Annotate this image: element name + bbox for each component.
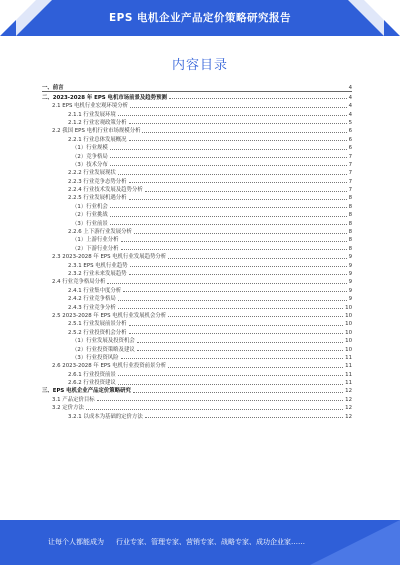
toc-entry[interactable] [42,160,352,168]
toc-entry[interactable] [42,109,352,117]
toc-entry-label: 2.2 我国 EPS 电机行业市场规模分析 [52,128,141,135]
toc-dot-leader [130,266,347,267]
toc-entry-label: （1）行业机会 [72,203,108,210]
toc-entry-page: 8 [348,245,352,252]
toc-entry-page: 9 [348,262,352,269]
toc-entry-page: 9 [348,270,352,277]
report-title: EPS 电机企业产品定价策略研究报告 [108,12,292,24]
toc-entry[interactable] [42,336,352,344]
toc-dot-leader [110,165,347,166]
toc-entry[interactable] [42,302,352,310]
footer-decoration [310,520,400,565]
footer-slogan-left: 让每个人都能成为 [48,538,104,546]
toc-dot-leader [134,233,347,234]
toc-entry[interactable] [42,311,352,319]
toc-entry-label: （2）下游行业分析 [72,245,119,252]
toc-dot-leader [169,98,347,99]
toc-dot-leader [118,308,343,309]
toc-dot-leader [97,400,344,401]
toc-entry-page: 10 [345,338,352,345]
toc-entry-label: 2.2.4 行业技术发展及趋势分析 [68,187,143,194]
report-header [0,0,400,36]
toc-entry-page: 8 [348,220,352,227]
toc-entry[interactable] [42,168,352,176]
toc-entry-label: 2.6.2 行业投资建议 [68,380,116,387]
toc-entry-page: 9 [348,287,352,294]
toc-entry-page: 7 [348,187,352,194]
toc-entry-label: （3）行业前景 [72,220,108,227]
toc-entry-page: 7 [348,161,352,168]
toc-entry[interactable] [42,353,352,361]
toc-entry-label: （1）上游行业分析 [72,237,119,244]
toc-dot-leader [129,333,344,334]
toc-dot-leader [129,140,347,141]
toc-entry-page: 9 [348,279,352,286]
toc-entry-label: 3.2 定价方法 [52,405,84,412]
toc-entry-label: （1）行业规模 [72,145,108,152]
toc-entry[interactable] [42,134,352,142]
toc-dot-leader [118,384,343,385]
toc-entry-page: 9 [348,296,352,303]
toc-dot-leader [110,157,347,158]
toc-dot-leader [133,392,343,393]
toc-entry[interactable] [42,176,352,184]
toc-entry-label: （2）竞争格局 [72,153,108,160]
toc-entry-label: （3）技术分布 [72,161,108,168]
toc-entry-page: 10 [345,329,352,336]
toc-entry[interactable] [42,185,352,193]
toc-entry-label: 2.2.6 上下游行业发展分析 [68,229,132,236]
toc-entry-label: 2.4.3 行业竞争分析 [68,304,116,311]
toc-entry-label: 一、前言 [42,85,64,92]
toc-dot-leader [86,409,343,410]
toc-entry-label: 二、2023-2028 年 EPS 电机市场前景及趋势预测 [42,94,167,101]
toc-entry[interactable] [42,235,352,243]
toc-dot-leader [142,132,346,133]
toc-dot-leader [121,358,344,359]
toc-entry-page: 8 [348,229,352,236]
toc-entry-page: 4 [348,94,352,101]
toc-entry-page: 7 [348,170,352,177]
toc-entry[interactable] [42,411,352,419]
toc-entry-label: 2.3.1 EPS 电机行业趋势 [68,262,128,269]
toc-entry-page: 10 [345,304,352,311]
toc-entry-label: 三、EPS 电机企业产品定价策略研究 [42,388,131,395]
toc-dot-leader [129,325,344,326]
toc-dot-leader [129,274,347,275]
toc-entry[interactable] [42,92,352,100]
toc-dot-leader [129,182,347,183]
toc-entry[interactable] [42,84,352,92]
toc-dot-leader [130,107,347,108]
toc-entry-page: 12 [345,413,352,420]
toc-dot-leader [129,123,347,124]
toc-entry-label: 2.6 2023-2028 年 EPS 电机行业投资前景分析 [52,363,167,370]
toc-entry[interactable] [42,193,352,201]
toc-entry-label: 2.5.2 行业投资机会分析 [68,329,127,336]
toc-entry[interactable] [42,285,352,293]
toc-heading: 内容目录 [171,58,228,73]
footer-slogan [48,537,305,547]
toc-entry[interactable] [42,277,352,285]
toc-entry[interactable] [42,126,352,134]
toc-dot-leader [118,300,347,301]
toc-entry-page: 6 [348,145,352,152]
toc-entry-page: 6 [348,136,352,143]
toc-entry-page: 8 [348,212,352,219]
toc-entry[interactable] [42,369,352,377]
toc-dot-leader [107,283,346,284]
toc-entry-label: 2.5 2023-2028 年 EPS 电机行业发展机会分析 [52,312,167,319]
toc-entry[interactable] [42,403,352,411]
toc-entry-label: 2.3 2023-2028 年 EPS 电机行业发展趋势分析 [52,254,167,261]
toc-entry-label: 2.3.2 行业未来发展趋势 [68,270,127,277]
toc-entry-page: 4 [348,85,352,92]
toc-entry-page: 5 [348,119,352,126]
toc-entry[interactable] [42,386,352,394]
toc-dot-leader [121,241,347,242]
toc-entry[interactable] [42,118,352,126]
toc-entry-label: （3）行业投资风险 [72,354,119,361]
toc-dot-leader [137,342,343,343]
toc-entry[interactable] [42,227,352,235]
toc-entry[interactable] [42,394,352,402]
toc-entry-label: 2.1.2 行业宏观政策分析 [68,119,127,126]
toc-entry-label: 2.1 EPS 电机行业宏观环境分析 [52,103,128,110]
toc-dot-leader [110,207,347,208]
toc-entry[interactable] [42,143,352,151]
toc-entry[interactable] [42,151,352,159]
toc-dot-leader [110,216,347,217]
toc-entry[interactable] [42,210,352,218]
toc-dot-leader [145,191,347,192]
toc-entry-page: 12 [345,405,352,412]
toc-entry-page: 8 [348,195,352,202]
toc-entry-label: 2.5.1 行业发展前景分析 [68,321,127,328]
toc-entry-page: 4 [348,111,352,118]
toc-entry-page: 12 [345,396,352,403]
toc-dot-leader [168,316,343,317]
toc-entry-label: 2.2.3 行业竞争态势分析 [68,178,127,185]
toc-entry-page: 8 [348,237,352,244]
toc-entry-page: 8 [348,203,352,210]
toc-dot-leader [168,367,343,368]
report-footer [0,520,400,565]
toc-entry-page: 7 [348,178,352,185]
toc-entry-page: 7 [348,153,352,160]
toc-dot-leader [118,115,347,116]
toc-entry-label: 2.4.1 行业集中度分析 [68,287,122,294]
toc-entry-page: 6 [348,128,352,135]
toc-entry[interactable] [42,243,352,251]
toc-entry-label: 2.2.2 行业发展现状 [68,170,116,177]
toc-entry-label: （2）行业挑战 [72,212,108,219]
toc-dot-leader [145,417,343,418]
toc-entry[interactable] [42,101,352,109]
toc-dot-leader [110,224,347,225]
table-of-contents [42,84,352,420]
toc-entry-label: 2.2.5 行业发展机遇分析 [68,195,127,202]
toc-entry-label: 2.6.1 行业投资前景 [68,371,116,378]
toc-entry[interactable] [42,201,352,209]
toc-entry-page: 9 [348,254,352,261]
toc-entry-page: 10 [345,312,352,319]
toc-dot-leader [129,199,347,200]
toc-dot-leader [123,291,346,292]
toc-entry[interactable] [42,252,352,260]
toc-entry-page: 11 [345,371,352,378]
toc-entry-label: 2.4 行业竞争格局分析 [52,279,106,286]
toc-dot-leader [121,249,347,250]
toc-dot-leader [168,258,346,259]
toc-dot-leader [137,350,343,351]
toc-entry-page: 12 [345,388,352,395]
footer-slogan-roles: 行业专家、管理专家、营销专家、战略专家、成功企业家…… [116,538,305,546]
toc-entry[interactable] [42,294,352,302]
toc-entry-label: 3.2.1 以成本为基础的定价方法 [68,413,143,420]
toc-entry-page: 11 [345,380,352,387]
toc-entry[interactable] [42,260,352,268]
toc-dot-leader [110,149,347,150]
toc-entry-label: 2.1.1 行业发展环境 [68,111,116,118]
toc-entry-page: 4 [348,103,352,110]
toc-entry-label: （2）行业投资策略及建议 [72,346,135,353]
toc-dot-leader [118,375,343,376]
toc-entry-page: 10 [345,346,352,353]
toc-entry-page: 11 [345,363,352,370]
toc-entry[interactable] [42,327,352,335]
toc-entry[interactable] [42,218,352,226]
toc-dot-leader [118,174,347,175]
toc-entry-label: 2.2.1 行业总体发展概况 [68,136,127,143]
toc-entry[interactable] [42,319,352,327]
toc-entry-page: 11 [345,354,352,361]
toc-entry[interactable] [42,269,352,277]
toc-entry-label: 2.4.2 行业竞争格局 [68,296,116,303]
toc-entry[interactable] [42,344,352,352]
toc-entry-label: 3.1 产品定价目标 [52,396,95,403]
toc-entry-page: 10 [345,321,352,328]
toc-entry[interactable] [42,361,352,369]
toc-entry[interactable] [42,378,352,386]
toc-entry-label: （1）行业发展及投资机会 [72,338,135,345]
